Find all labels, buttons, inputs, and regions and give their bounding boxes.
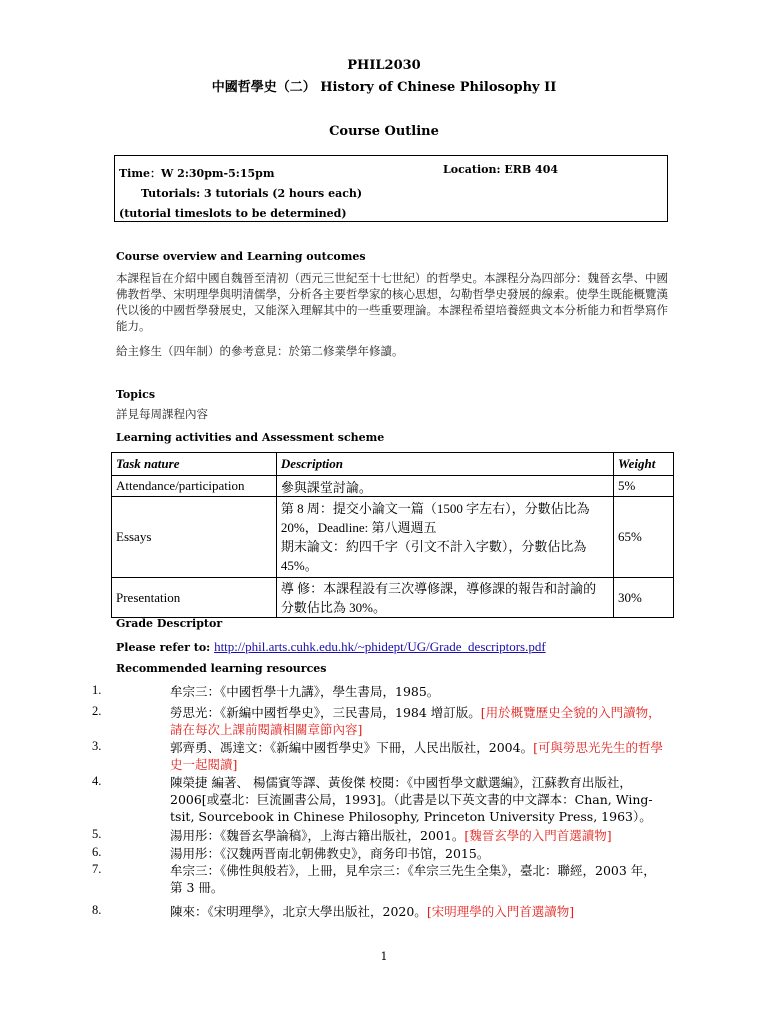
list-item — [170, 683, 666, 700]
topics-body: 詳見每周課程內容 — [116, 407, 208, 421]
column-header: Task nature — [112, 453, 277, 476]
resources-heading: Recommended learning resources — [116, 662, 327, 675]
topics-heading: Topics — [116, 388, 156, 401]
task-cell: Attendance/participation — [112, 476, 277, 497]
assessment-heading: Learning activities and Assessment scheme — [116, 431, 385, 444]
resource-text: 陳榮捷 編著、 楊儒賓等譯、黃俊傑 校閱：《中國哲學文獻選編》，江蘇教育出版社，2006[或臺北：巨流圖書公局，1993]。（此書是以下英文書的中文譯本：Chan, Wing-tsit, Sourcebook in Chinese Philosophy, Princeton University Press, 1963）。 — [170, 775, 653, 824]
list-number: 2. — [92, 704, 102, 718]
list-number: 8. — [92, 903, 102, 917]
task-cell: Essays — [112, 497, 277, 578]
tutorials-text: Tutorials: 3 tutorials (2 hours each) — [141, 187, 363, 200]
list-number: 1. — [92, 683, 102, 697]
overview-heading: Course overview and Learning outcomes — [116, 250, 366, 263]
resource-text: 勞思光：《新編中國哲學史》，三民書局，1984 增訂版。 — [170, 705, 481, 720]
resource-note: [宋明理學的入門首選讀物] — [426, 904, 575, 919]
list-item — [170, 845, 666, 862]
resource-note: [可與勞思光先生的哲學史一起閱讀] — [170, 740, 663, 772]
list-item — [170, 739, 666, 773]
list-number: 3. — [92, 739, 102, 753]
page-number: 1 — [380, 950, 388, 963]
overview-body: 本課程旨在介紹中國自魏晉至清初（西元三世紀至十七世紀）的哲學史。本課程分為四部分：魏晉玄學、中國佛教哲學、宋明理學與明清儒學，分析各主要哲學家的核心思想，勾勒哲學史發展的線索。使學生既能概覽漢代以後的中國哲學發展史，又能深入理解其中的一些重要理論。本課程希望培養經典文本分析能力和哲學寫作能力。 — [116, 271, 668, 333]
table-row — [112, 578, 674, 618]
list-item — [170, 862, 666, 896]
description-cell: 參與課堂討論。 — [276, 476, 613, 497]
list-number: 7. — [92, 862, 102, 876]
grade-heading: Grade Descriptor — [116, 617, 223, 630]
resource-note: [用於概覽歷史全貌的入門讀物，請在每次上課前閱讀相關章節內容] — [170, 705, 661, 737]
timeslots-text: (tutorial timeslots to be determined) — [119, 207, 347, 220]
list-item — [170, 903, 666, 920]
resource-note: [魏晉玄學的入門首選讀物] — [464, 828, 612, 843]
grade-descriptor-link[interactable]: http://phil.arts.cuhk.edu.hk/~phidept/UG/Grade_descriptors.pdf — [214, 639, 546, 654]
weight-cell: 65% — [614, 497, 674, 578]
list-number: 4. — [92, 774, 102, 788]
location-text: Location: ERB 404 — [443, 163, 558, 176]
weight-cell: 30% — [614, 578, 674, 618]
resource-text: 牟宗三：《佛性與般若》，上冊，見牟宗三：《牟宗三先生全集》，臺北：聯經，2003 年，第 3 冊。 — [170, 863, 656, 895]
resource-text: 湯用彤：《汉魏两晋南北朝佛教史》，商务印书馆，2015。 — [170, 846, 490, 861]
list-item — [170, 704, 666, 738]
time-text: Time：W 2:30pm-5:15pm — [119, 167, 275, 180]
resource-text: 陳來：《宋明理學》，北京大學出版社，2020。 — [170, 904, 427, 919]
course-code: PHIL2030 — [347, 58, 421, 73]
weight-cell: 5% — [614, 476, 674, 497]
refer-label: Please refer to: — [116, 641, 211, 654]
resource-text: 郭齊勇、馮達文：《新編中國哲學史》下冊，人民出版社，2004。 — [170, 740, 534, 755]
column-header: Weight — [614, 453, 674, 476]
assessment-table — [111, 452, 674, 618]
list-number: 6. — [92, 845, 102, 859]
table-row — [112, 497, 674, 578]
schedule-box — [114, 155, 668, 222]
resource-text: 牟宗三：《中國哲學十九講》，學生書局，1985。 — [170, 684, 440, 699]
table-header-row — [112, 453, 674, 476]
list-number: 5. — [92, 827, 102, 841]
table-row — [112, 476, 674, 497]
list-item — [170, 827, 666, 844]
grade-refer — [116, 639, 546, 655]
list-item — [170, 774, 666, 825]
resource-text: 湯用彤：《魏晉玄學論稿》，上海古籍出版社，2001。 — [170, 828, 465, 843]
major-advice: 給主修生（四年制）的參考意見：於第二修業學年修讀。 — [116, 344, 404, 358]
description-cell: 第 8 周：提交小論文一篇（1500 字左右），分數佔比為 20%，Deadline: 第八週週五 期末論文：約四千字（引文不計入字數），分數佔比為 45%。 — [276, 497, 613, 578]
course-outline-heading: Course Outline — [329, 124, 439, 139]
column-header: Description — [276, 453, 613, 476]
description-cell: 導 修：本課程設有三次導修課，導修課的報告和討論的分數佔比為 30%。 — [276, 578, 613, 618]
task-cell: Presentation — [112, 578, 277, 618]
course-title: 中國哲學史（二） History of Chinese Philosophy II — [211, 80, 557, 95]
